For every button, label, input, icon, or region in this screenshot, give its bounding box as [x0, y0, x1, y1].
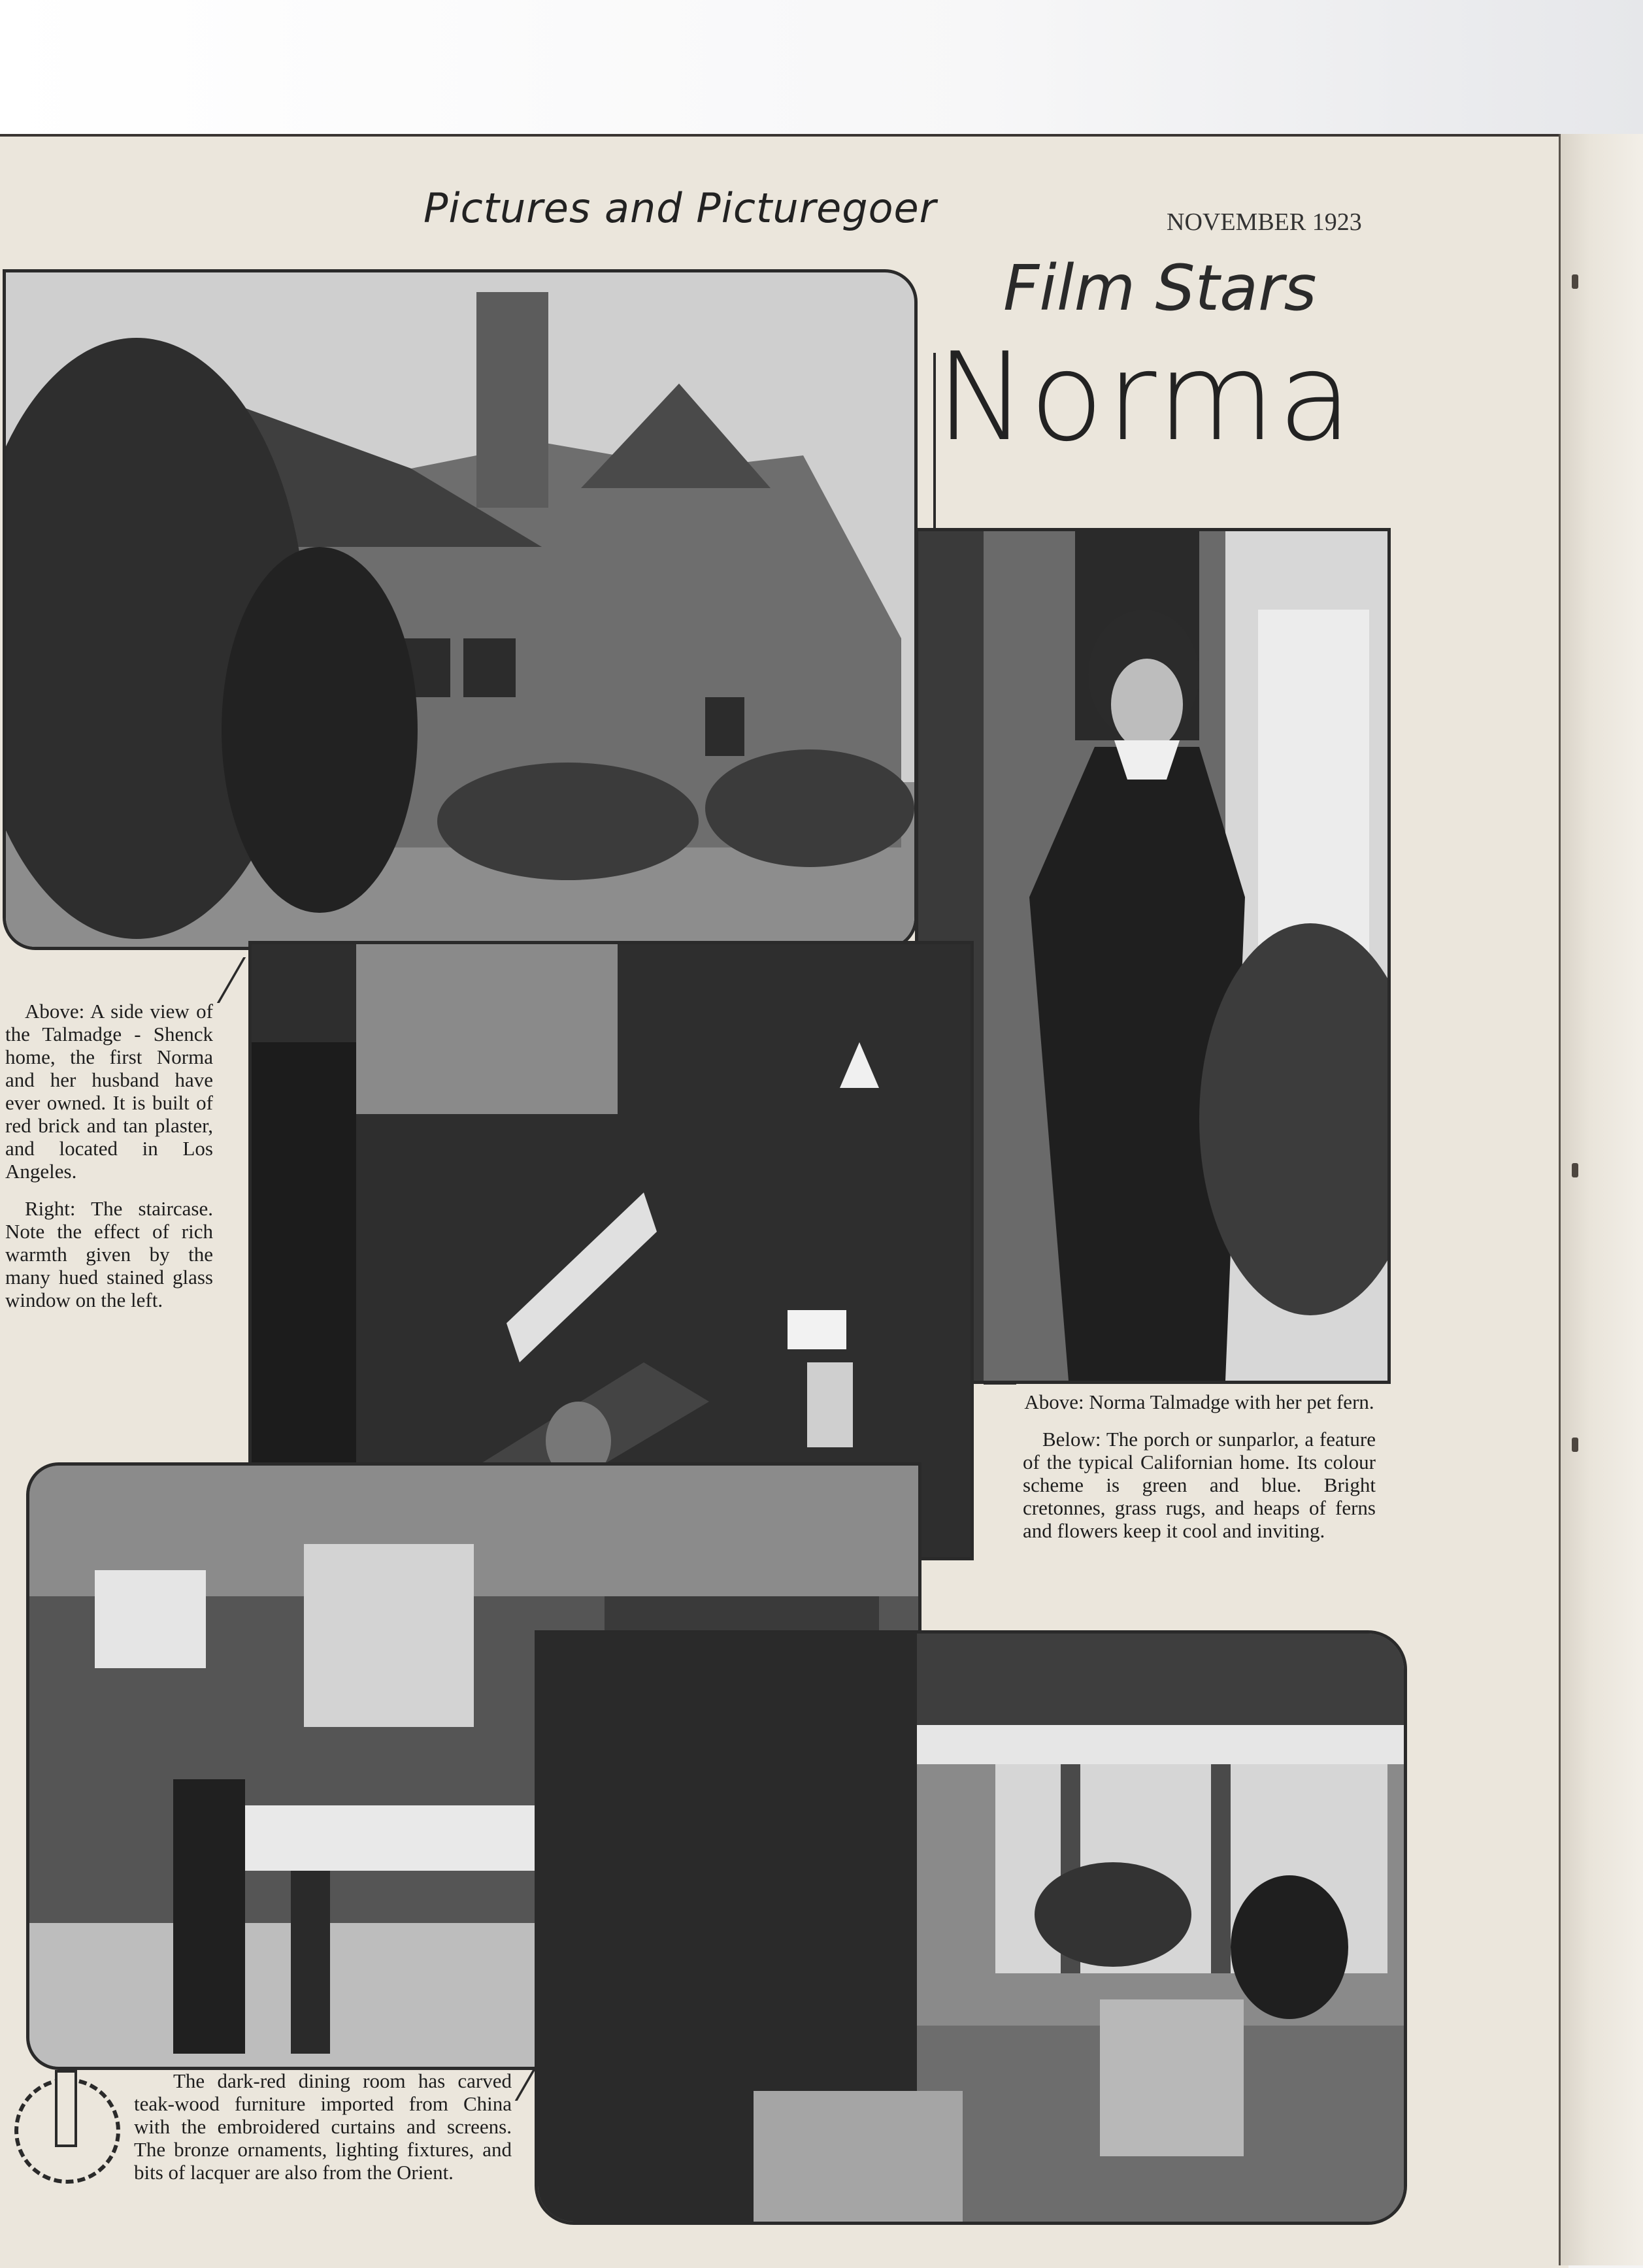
- house-exterior-photo: [3, 269, 918, 950]
- scan-background: [0, 0, 1643, 144]
- staircase-caption: Right: The staircase. Note the effect of rich warmth given by the many hued stained glass window on the left.: [5, 1197, 213, 1311]
- spine-mark: [1572, 1163, 1578, 1177]
- porch-caption: Below: The porch or sunparlor, a feature of the typical Californian home. Its colour scheme is green and blue. Bright cretonnes, grass rugs, and heaps of ferns and flowers keep it cool and inviting.: [1023, 1428, 1376, 1542]
- dining-caption: The dark-red dining room has carved teak-wood furniture imported from China with the embroidered curtains and screens. The bronze ornaments, lighting fixtures, and bits of lacquer are also from the Orient.: [134, 2069, 512, 2184]
- porch-photo: [535, 1630, 1407, 2225]
- corner-ornament: [984, 1382, 1016, 1417]
- corner-bar-ornament: [55, 2070, 77, 2147]
- house-caption: Above: A side view of the Talmadge - Shenck home, the first Norma and her husband have ever owned. It is built of red brick and tan plaster, and located in Los Angeles.: [5, 1000, 213, 1183]
- magazine-title: Pictures and Picturegoer: [423, 184, 937, 232]
- issue-date: NOVEMBER 1923: [1167, 208, 1362, 236]
- page-spine: [1559, 134, 1643, 2265]
- section-kicker: Film Stars: [1003, 252, 1317, 325]
- spine-mark: [1572, 274, 1578, 289]
- right-captions: [1023, 1390, 1376, 1556]
- norma-portrait-photo: [915, 528, 1391, 1384]
- article-headline: Norma: [936, 326, 1355, 468]
- spine-mark: [1572, 1438, 1578, 1452]
- norma-caption: Above: Norma Talmadge with her pet fern.: [1024, 1390, 1374, 1413]
- left-captions: [5, 1000, 213, 1326]
